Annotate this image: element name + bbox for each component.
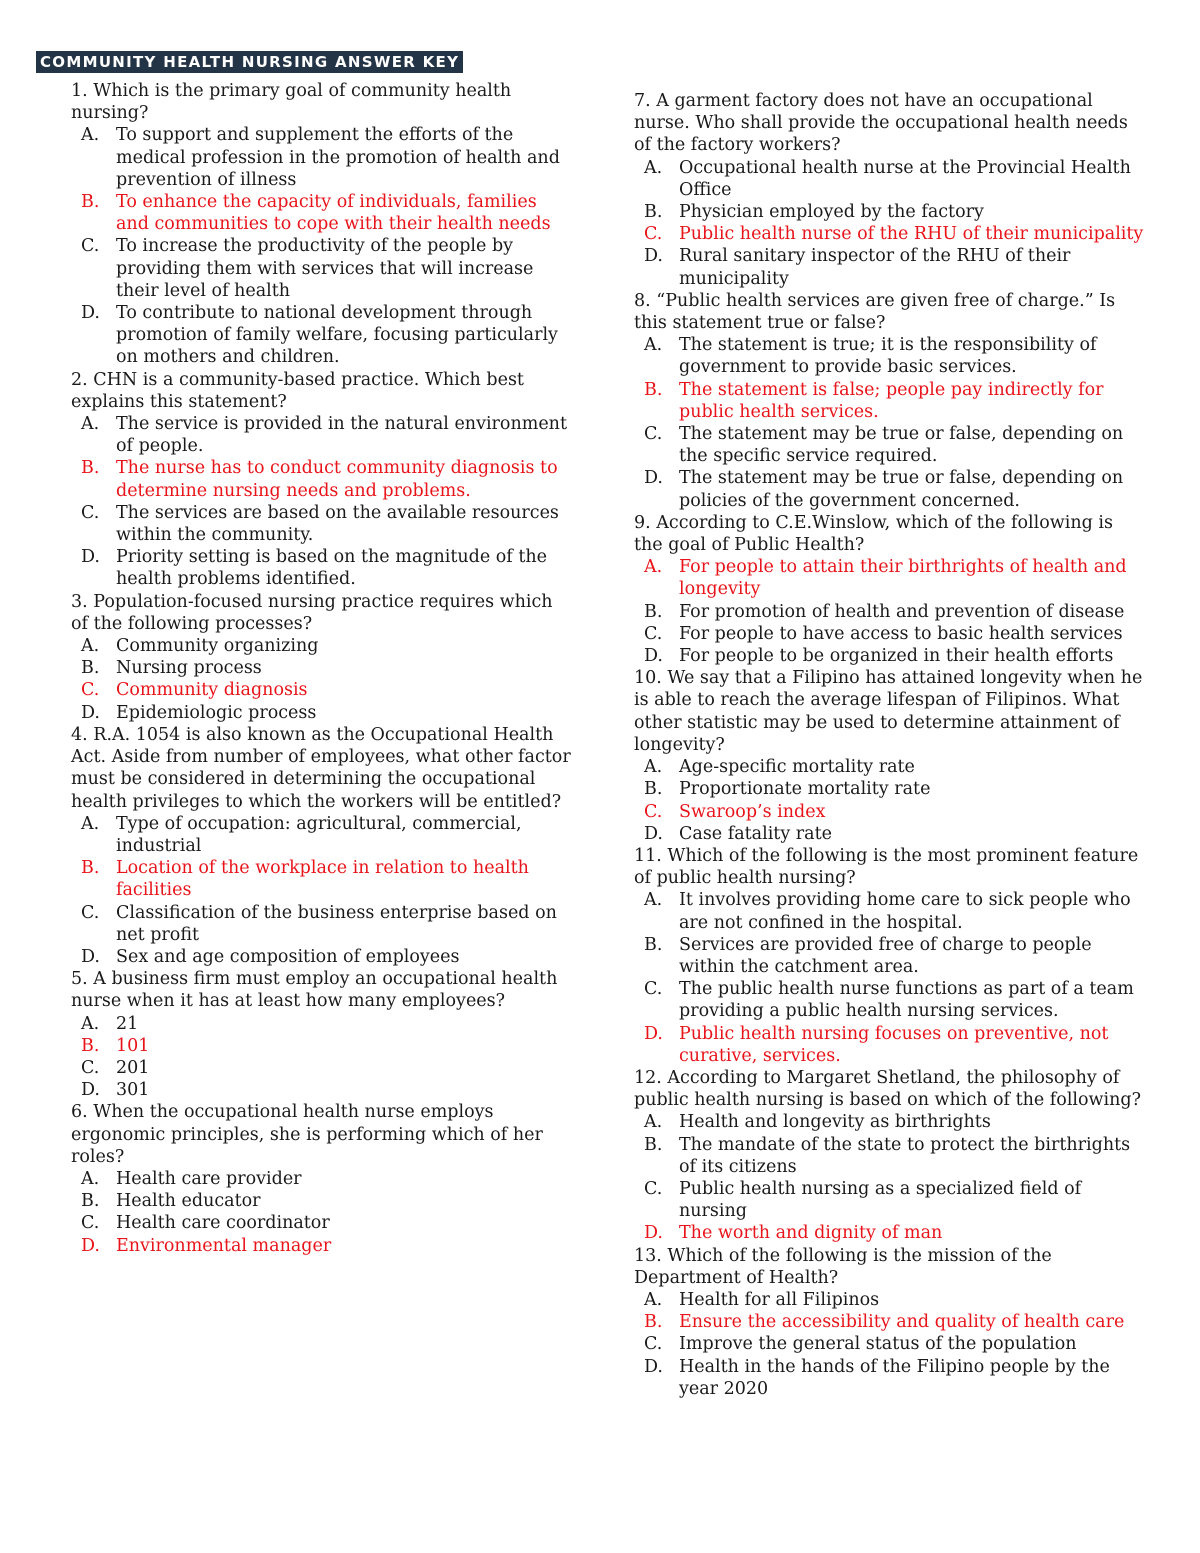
options-list	[71, 813, 571, 968]
option-letter: C.	[81, 1057, 100, 1078]
option-text: Nursing process	[116, 658, 262, 679]
option-text: It involves providing home care to sick people who are not confined in the hospital.	[679, 890, 1131, 933]
answer-option	[634, 201, 1146, 223]
question-number: 9.	[634, 512, 651, 533]
option-letter: C.	[644, 801, 663, 822]
options-list	[634, 756, 1146, 845]
answer-option	[71, 902, 571, 946]
question-number: 5.	[71, 969, 88, 990]
option-letter: D.	[644, 823, 663, 844]
option-text: Occupational health nurse at the Provincial Health Office	[679, 157, 1131, 200]
option-letter: A.	[81, 636, 100, 657]
option-text: For people to be organized in their health efforts	[679, 646, 1114, 667]
answer-option	[634, 756, 1146, 778]
option-letter: B.	[644, 379, 663, 400]
option-text: The statement may be true or false, depending on the specific service required.	[679, 424, 1124, 467]
option-text: Health care coordinator	[116, 1213, 330, 1234]
option-letter: D.	[644, 246, 663, 267]
question-text	[634, 1067, 1146, 1111]
answer-option	[634, 157, 1146, 201]
option-letter: C.	[644, 1178, 663, 1199]
answer-option	[71, 1013, 571, 1035]
option-text: The worth and dignity of man	[679, 1223, 943, 1244]
question-text	[71, 591, 571, 635]
question-number: 7.	[634, 91, 651, 111]
option-letter: A.	[644, 1112, 663, 1133]
answer-option	[634, 623, 1146, 645]
answer-option	[71, 946, 571, 968]
question-5	[71, 968, 571, 1101]
option-letter: A.	[644, 335, 663, 356]
correct-answer-option	[634, 556, 1146, 600]
answer-option	[634, 889, 1146, 933]
option-letter: D.	[644, 1356, 663, 1377]
option-text: Public health nurse of the RHU of their municipality	[679, 224, 1144, 245]
question-stem: Which of the following is the mission of the Department of Health?	[634, 1245, 1052, 1288]
option-letter: A.	[81, 125, 100, 146]
answer-option	[71, 302, 571, 369]
option-text: The statement is true; it is the responsibility of government to provide basic services.	[679, 335, 1097, 378]
question-stem: R.A. 1054 is also known as the Occupational Health Act. Aside from number of employees, what other factor must be considered in determining the occupational health privileges to which the workers will be entitled?	[71, 724, 571, 812]
options-list	[634, 889, 1146, 1067]
question-stem: Which of the following is the most prominent feature of public health nursing?	[634, 845, 1139, 889]
option-text: Ensure the accessibility and quality of health care	[679, 1312, 1125, 1333]
answer-option	[634, 601, 1146, 623]
option-letter: D.	[81, 1235, 100, 1256]
options-list	[634, 556, 1146, 667]
option-text: Case fatality rate	[679, 823, 832, 844]
options-list	[71, 635, 571, 724]
question-number: 10.	[634, 668, 662, 689]
question-text	[634, 290, 1146, 334]
answer-option	[71, 813, 571, 857]
option-text: Services are provided free of charge to people within the catchment area.	[679, 934, 1092, 977]
question-text	[71, 1101, 571, 1168]
answer-option	[634, 978, 1146, 1022]
correct-answer-option	[71, 679, 571, 701]
option-letter: D.	[81, 702, 100, 723]
option-letter: A.	[81, 813, 100, 834]
answer-option	[634, 934, 1146, 978]
question-10	[634, 667, 1146, 845]
question-number: 8.	[634, 290, 651, 311]
answer-option	[71, 124, 571, 191]
answer-option	[71, 1190, 571, 1212]
question-number: 4.	[71, 724, 88, 745]
answer-option	[71, 1079, 571, 1101]
correct-answer-option	[634, 1023, 1146, 1067]
option-text: For people to attain their birthrights of health and longevity	[679, 557, 1127, 600]
correct-answer-option	[71, 1035, 571, 1057]
question-11	[634, 845, 1146, 1067]
correct-answer-option	[634, 1311, 1146, 1333]
option-letter: A.	[81, 1013, 100, 1034]
option-text: 21	[116, 1013, 139, 1034]
answer-option	[634, 823, 1146, 845]
answer-option	[71, 546, 571, 590]
option-text: The service is provided in the natural environment of people.	[116, 414, 567, 457]
right-column	[634, 90, 1146, 1400]
option-letter: C.	[644, 979, 663, 1000]
option-letter: B.	[81, 858, 100, 879]
option-letter: D.	[81, 303, 100, 324]
answer-option	[634, 334, 1146, 378]
answer-option	[71, 1168, 571, 1190]
option-text: Swaroop’s index	[679, 801, 826, 822]
correct-answer-option	[71, 1235, 571, 1257]
options-list	[71, 1013, 571, 1102]
option-text: 101	[116, 1035, 150, 1056]
question-text	[71, 724, 571, 813]
question-number: 1.	[71, 81, 88, 101]
option-letter: B.	[644, 934, 663, 955]
option-text: Health and longevity as birthrights	[679, 1112, 991, 1133]
option-letter: C.	[81, 680, 100, 701]
option-letter: C.	[644, 424, 663, 445]
option-letter: A.	[644, 890, 663, 911]
answer-option	[71, 413, 571, 457]
option-text: Age-specific mortality rate	[679, 757, 915, 778]
answer-option	[634, 423, 1146, 467]
option-letter: C.	[81, 1213, 100, 1234]
option-text: Public health nursing as a specialized field of nursing	[679, 1178, 1082, 1222]
options-list	[71, 1168, 571, 1257]
option-text: Health educator	[116, 1191, 261, 1212]
option-text: Environmental manager	[116, 1235, 332, 1256]
option-text: To increase the productivity of the people by providing them with services that will increase their level of health	[116, 236, 534, 301]
option-text: For people to have access to basic health services	[679, 623, 1123, 644]
answer-option	[634, 467, 1146, 511]
page-title: COMMUNITY HEALTH NURSING ANSWER KEY	[36, 51, 463, 73]
option-text: Sex and age composition of employees	[116, 946, 460, 967]
option-text: The mandate of the state to protect the birthrights of its citizens	[679, 1134, 1131, 1177]
option-text: Community organizing	[116, 636, 319, 657]
question-number: 6.	[71, 1102, 88, 1123]
option-letter: B.	[644, 1134, 663, 1155]
question-text	[634, 90, 1146, 157]
question-stem: “Public health services are given free of charge.” Is this statement true or false?	[634, 290, 1116, 334]
option-letter: C.	[81, 902, 100, 923]
question-8	[634, 290, 1146, 512]
question-text	[634, 845, 1146, 889]
option-letter: D.	[81, 1080, 100, 1101]
option-text: Proportionate mortality rate	[679, 779, 931, 800]
answer-option	[634, 1356, 1146, 1400]
question-stem: A business firm must employ an occupational health nurse when it has at least how many employees?	[71, 969, 558, 1012]
answer-option	[634, 1134, 1146, 1178]
question-3	[71, 591, 571, 724]
option-letter: B.	[81, 1191, 100, 1212]
answer-option	[71, 657, 571, 679]
answer-option	[71, 702, 571, 724]
left-column	[71, 80, 571, 1257]
question-number: 11.	[634, 845, 662, 866]
option-letter: D.	[81, 547, 100, 568]
question-stem: A garment factory does not have an occupational nurse. Who shall provide the occupational health needs of the factory workers?	[634, 91, 1128, 156]
option-letter: C.	[644, 623, 663, 644]
option-text: The statement may be true or false, depending on policies of the government concerned.	[679, 468, 1124, 511]
answer-option	[634, 245, 1146, 289]
options-list	[71, 413, 571, 591]
question-7	[634, 90, 1146, 290]
question-9	[634, 512, 1146, 667]
question-13	[634, 1245, 1146, 1400]
correct-answer-option	[71, 457, 571, 501]
question-stem: According to C.E.Winslow, which of the following is the goal of Public Health?	[634, 512, 1113, 556]
options-list	[634, 157, 1146, 290]
option-letter: B.	[644, 202, 663, 223]
option-text: Location of the workplace in relation to health facilities	[116, 858, 529, 901]
option-text: Health care provider	[116, 1168, 302, 1189]
answer-option	[634, 1289, 1146, 1311]
options-list	[634, 334, 1146, 512]
option-letter: D.	[644, 468, 663, 489]
option-letter: D.	[644, 646, 663, 667]
option-letter: C.	[644, 224, 663, 245]
question-text	[634, 667, 1146, 756]
option-text: The nurse has to conduct community diagnosis to determine nursing needs and problems.	[116, 458, 558, 501]
option-text: To contribute to national development through promotion of family welfare, focusing particularly on mothers and children.	[116, 303, 558, 368]
options-list	[634, 1289, 1146, 1400]
option-text: Physician employed by the factory	[679, 202, 984, 223]
option-text: Priority setting is based on the magnitude of the health problems identified.	[116, 547, 547, 590]
option-letter: D.	[81, 946, 100, 967]
option-text: To support and supplement the efforts of the medical profession in the promotion of health and prevention of illness	[116, 125, 560, 190]
option-letter: B.	[81, 192, 100, 213]
question-text	[71, 369, 571, 413]
option-letter: B.	[644, 779, 663, 800]
option-text: The services are based on the available resources within the community.	[116, 502, 559, 546]
option-text: Health in the hands of the Filipino people by the year 2020	[679, 1356, 1110, 1399]
option-text: To enhance the capacity of individuals, families and communities to cope with their health needs	[116, 192, 551, 235]
option-text: Epidemiologic process	[116, 702, 317, 723]
answer-option	[71, 635, 571, 657]
question-stem: Which is the primary goal of community health nursing?	[71, 81, 512, 124]
question-text	[71, 968, 571, 1012]
option-letter: B.	[81, 658, 100, 679]
option-text: For promotion of health and prevention of disease	[679, 601, 1125, 622]
correct-answer-option	[634, 801, 1146, 823]
option-letter: C.	[644, 1334, 663, 1355]
answer-option	[634, 1333, 1146, 1355]
option-letter: C.	[81, 502, 100, 523]
answer-option	[634, 1111, 1146, 1133]
answer-option	[71, 1212, 571, 1234]
answer-option	[71, 235, 571, 302]
option-text: Community diagnosis	[116, 680, 308, 701]
option-letter: A.	[644, 757, 663, 778]
correct-answer-option	[71, 857, 571, 901]
option-letter: A.	[81, 414, 100, 435]
option-text: Type of occupation: agricultural, commercial, industrial	[116, 813, 522, 856]
option-letter: D.	[644, 1023, 663, 1044]
option-text: The statement is false; people pay indirectly for public health services.	[679, 379, 1104, 422]
question-stem: According to Margaret Shetland, the philosophy of public health nursing is based on which of the following?	[634, 1067, 1141, 1111]
option-letter: A.	[644, 1289, 663, 1310]
question-6	[71, 1101, 571, 1256]
option-letter: A.	[81, 1168, 100, 1189]
option-text: 301	[116, 1080, 150, 1101]
question-1	[71, 80, 571, 369]
answer-option	[634, 778, 1146, 800]
option-letter: B.	[644, 1312, 663, 1333]
option-text: Public health nursing focuses on preventive, not curative, services.	[679, 1023, 1109, 1066]
correct-answer-option	[634, 223, 1146, 245]
option-letter: D.	[644, 1223, 663, 1244]
question-stem: CHN is a community-based practice. Which best explains this statement?	[71, 369, 524, 412]
option-text: The public health nurse functions as part of a team providing a public health nursing services.	[679, 979, 1134, 1022]
option-text: Improve the general status of the population	[679, 1334, 1077, 1355]
answer-option	[634, 645, 1146, 667]
options-list	[71, 124, 571, 368]
option-text: 201	[116, 1057, 150, 1078]
option-text: Classification of the business enterprise based on net profit	[116, 902, 557, 945]
question-4	[71, 724, 571, 968]
question-number: 2.	[71, 369, 88, 390]
option-letter: B.	[81, 1035, 100, 1056]
option-letter: B.	[644, 601, 663, 622]
question-stem: Population-focused nursing practice requires which of the following processes?	[71, 591, 553, 634]
correct-answer-option	[634, 1222, 1146, 1244]
option-letter: A.	[644, 557, 663, 578]
answer-option	[71, 502, 571, 546]
question-text	[634, 1245, 1146, 1289]
option-text: Health for all Filipinos	[679, 1289, 880, 1310]
question-2	[71, 369, 571, 591]
question-text	[71, 80, 571, 124]
question-number: 12.	[634, 1067, 662, 1088]
correct-answer-option	[71, 191, 571, 235]
answer-option	[634, 1178, 1146, 1222]
question-stem: We say that a Filipino has attained longevity when he is able to reach the average lifespan of Filipinos. What other statistic may be used to determine attainment of longevity?	[634, 668, 1143, 755]
question-number: 13.	[634, 1245, 662, 1266]
correct-answer-option	[634, 379, 1146, 423]
option-letter: A.	[644, 157, 663, 178]
option-letter: B.	[81, 458, 100, 479]
question-12	[634, 1067, 1146, 1245]
answer-option	[71, 1057, 571, 1079]
question-stem: When the occupational health nurse employs ergonomic principles, she is performing which of her roles?	[71, 1102, 543, 1167]
options-list	[634, 1111, 1146, 1244]
question-text	[634, 512, 1146, 556]
option-text: Rural sanitary inspector of the RHU of their municipality	[679, 246, 1071, 289]
option-letter: C.	[81, 236, 100, 257]
question-number: 3.	[71, 591, 88, 612]
